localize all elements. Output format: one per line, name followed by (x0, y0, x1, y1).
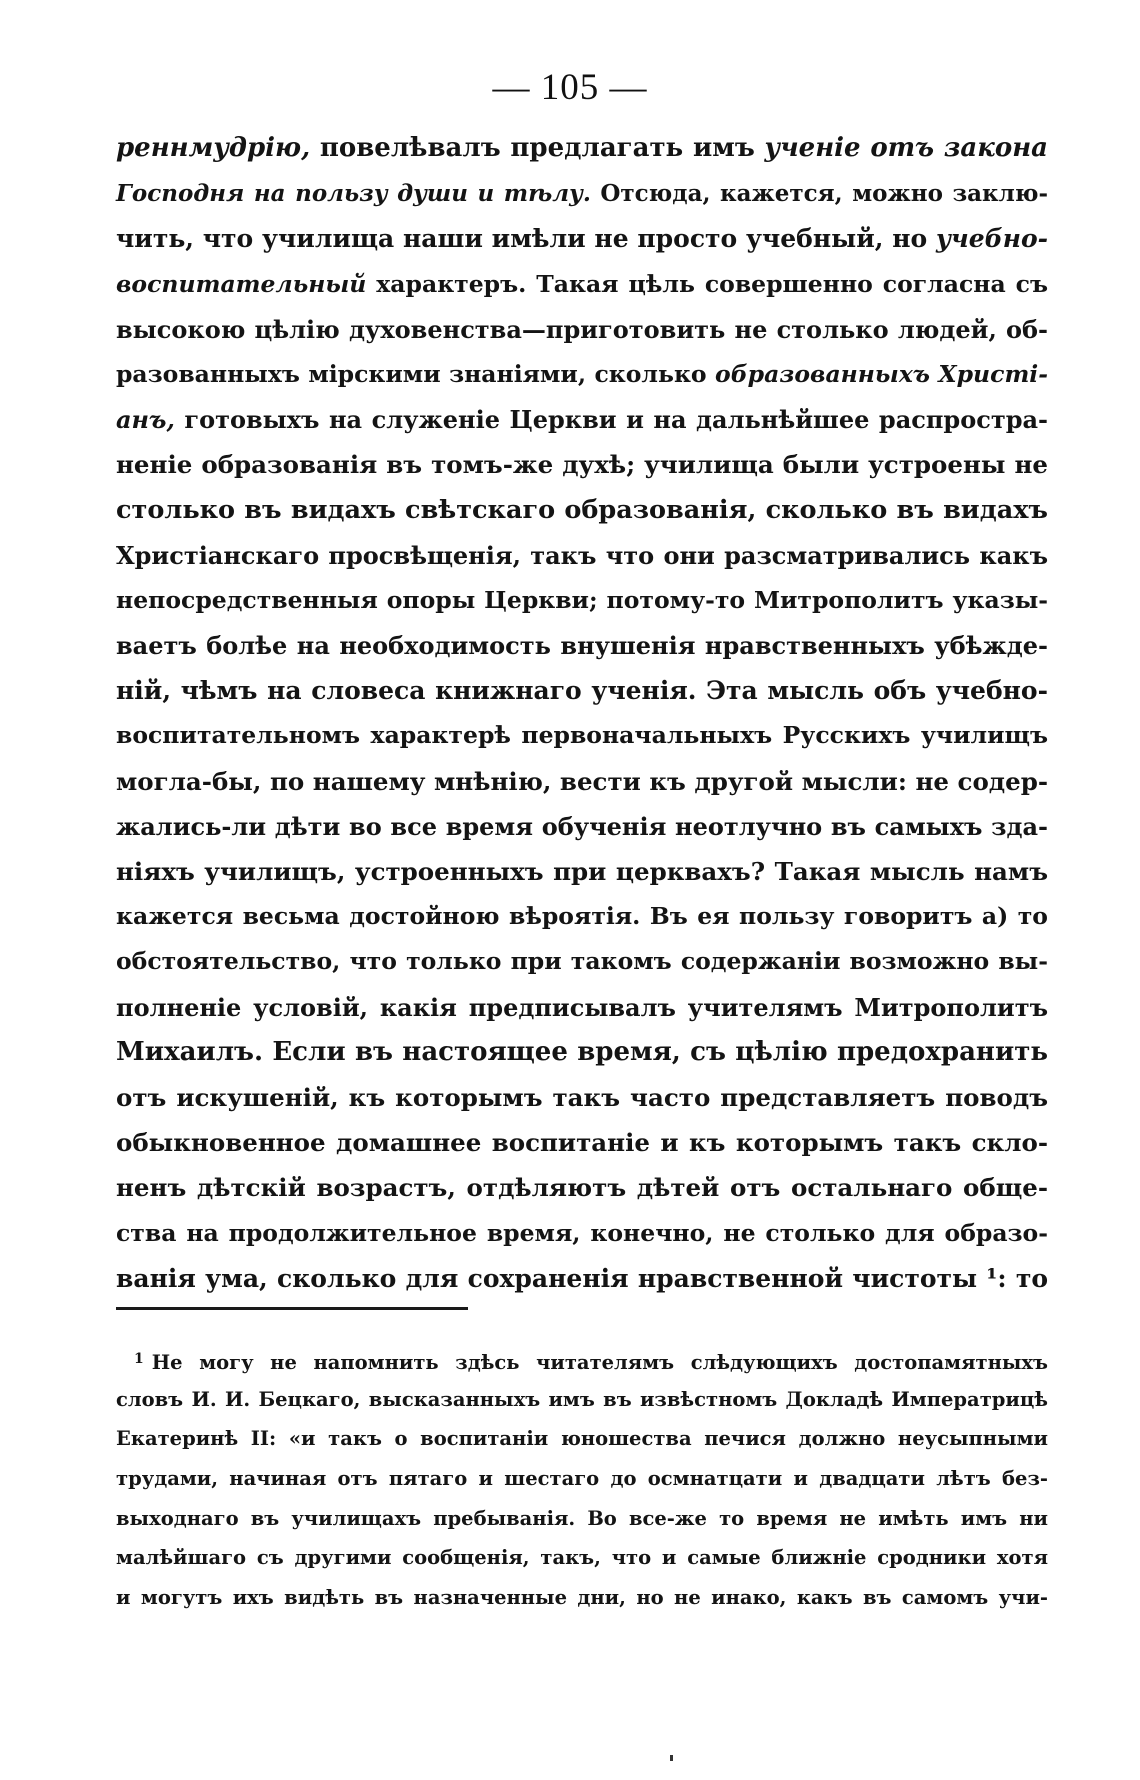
text-segment: Михаилъ. Если въ настоящее время, съ цѣлію предохранить (116, 1036, 1048, 1067)
text-segment: готовыхъ на служеніе Церкви и на дальнѣйшее распростра- (174, 405, 1048, 435)
text-segment: ніяхъ училищъ, устроенныхъ при церквахъ? Такая мысль намъ (116, 857, 1048, 886)
text-segment: характеръ. Такая цѣль совершенно согласна съ (366, 269, 1048, 298)
text-segment: столько въ видахъ свѣтскаго образованія, сколько въ видахъ (116, 494, 1048, 525)
text-segment: повелѣвалъ предлагать имъ (310, 133, 765, 163)
text-line (116, 1256, 1048, 1301)
text-segment: непосредственныя опоры Церкви; потому-то Митрополитъ указы- (116, 585, 1048, 614)
text-segment: ваетъ болѣе на необходимость внушенія нравственныхъ убѣжде- (116, 631, 1048, 661)
text-line (116, 307, 1048, 352)
text-segment: ванія ума, сколько для сохраненія нравственной чистоты ¹: то (116, 1263, 1048, 1293)
text-segment: Отсюда, кажется, можно заклю- (590, 180, 1048, 208)
text-segment: полненіе условій, какія предписывалъ учителямъ Митрополитъ (116, 992, 1048, 1022)
footnote-line (116, 1459, 1048, 1499)
footnote-line (116, 1340, 1048, 1380)
italic-text-segment: образованныхъ Христі- (715, 359, 1048, 388)
text-line (116, 533, 1048, 578)
footnote-text: словъ И. И. Бецкаго, высказанныхъ имъ въ извѣстномъ Докладѣ Императрицѣ (116, 1387, 1048, 1411)
text-segment: ненъ дѣтскій возрастъ, отдѣляютъ дѣтей отъ остальнаго обще- (116, 1173, 1048, 1203)
text-line (116, 578, 1048, 623)
text-segment: ства на продолжительное время, конечно, не столько для образо- (116, 1218, 1048, 1247)
text-segment: ній, чѣмъ на словеса книжнаго ученія. Эта мысль объ учебно- (116, 676, 1048, 706)
text-segment: обстоятельство, что только при такомъ содержаніи возможно вы- (116, 947, 1048, 976)
text-segment: разованныхъ мірскими знаніями, сколько (116, 359, 716, 388)
text-segment: воспитательномъ характерѣ первоначальныхъ Русскихъ училищъ (116, 721, 1048, 750)
text-line (116, 488, 1048, 533)
text-line (116, 623, 1048, 668)
text-line (116, 713, 1048, 758)
page-number: — 105 — (492, 67, 648, 108)
text-segment: отъ искушеній, къ которымъ такъ часто представляетъ поводъ (116, 1082, 1048, 1112)
footnote-marker: 1 (134, 1351, 144, 1367)
italic-text-segment: реннмудрію, (116, 133, 311, 163)
footnote-divider (116, 1307, 468, 1310)
text-segment: обыкновенное домашнее воспитаніе и къ которымъ такъ скло- (116, 1128, 1048, 1158)
footnote-line (116, 1419, 1048, 1459)
text-line (116, 939, 1048, 984)
footnote-text: трудами, начиная отъ пятаго и шестаго до осмнатцати и двадцати лѣтъ без- (116, 1467, 1048, 1491)
text-line (116, 849, 1048, 894)
text-line (116, 1030, 1048, 1075)
text-segment: могла-бы, по нашему мнѣнію, вести къ другой мысли: не содер- (116, 766, 1048, 796)
footnote-line (116, 1538, 1048, 1578)
text-line (116, 397, 1048, 442)
footnote-text: и могутъ ихъ видѣть въ назначенные дни, но не инако, какъ въ самомъ учи- (116, 1586, 1048, 1610)
text-line (116, 804, 1048, 849)
text-segment: жались-ли дѣти во все время обученія неотлучно въ самыхъ зда- (116, 811, 1048, 841)
text-segment: кажется весьма достойною вѣроятія. Въ ея пользу говоритъ а) то (116, 902, 1048, 931)
text-line (116, 894, 1048, 939)
text-line (116, 1211, 1048, 1256)
text-line (116, 171, 1048, 216)
footnote-text: малѣйшаго съ другими сообщенія, такъ, что и самые ближніе сродники хотя (116, 1546, 1048, 1570)
text-line (116, 985, 1048, 1030)
text-line (116, 262, 1048, 307)
footnote (116, 1340, 1048, 1618)
text-segment: Христіанскаго просвѣщенія, такъ что они разсматривались какъ (116, 540, 1048, 570)
text-line (116, 759, 1048, 804)
text-line (116, 352, 1048, 397)
text-line (116, 1075, 1048, 1120)
italic-text-segment: учебно- (935, 224, 1048, 254)
text-segment: чить, что училища наши имѣли не просто учебный, но (116, 224, 936, 254)
footnote-line (116, 1380, 1048, 1420)
body-text (116, 126, 1048, 1301)
text-segment: неніе образованія въ томъ-же духѣ; училища были устроены не (116, 450, 1048, 480)
footnote-text: Екатеринѣ II: «и такъ о воспитаніи юношества печися должно неусыпными (116, 1427, 1048, 1451)
footnote-line (116, 1499, 1048, 1539)
footnote-text: выходнаго въ училищахъ пребыванія. Во все-же то время не имѣть имъ ни (116, 1506, 1048, 1530)
text-line (116, 126, 1048, 171)
italic-text-segment: анъ, (116, 405, 175, 435)
text-line (116, 668, 1048, 713)
italic-text-segment: воспитательный (116, 269, 367, 298)
text-line (116, 1120, 1048, 1165)
text-line (116, 442, 1048, 487)
text-line (116, 216, 1048, 261)
text-line (116, 1165, 1048, 1210)
print-speck (670, 1755, 673, 1761)
italic-text-segment: Господня на пользу души и тѣлу. (116, 180, 591, 208)
footnote-line (116, 1578, 1048, 1618)
footnote-text: Не могу не напомнить здѣсь читателямъ слѣдующихъ достопамятныхъ (151, 1351, 1048, 1374)
text-segment: высокою цѣлію духовенства—приготовить не столько людей, об- (116, 314, 1048, 344)
italic-text-segment: ученіе отъ закона (764, 133, 1048, 163)
